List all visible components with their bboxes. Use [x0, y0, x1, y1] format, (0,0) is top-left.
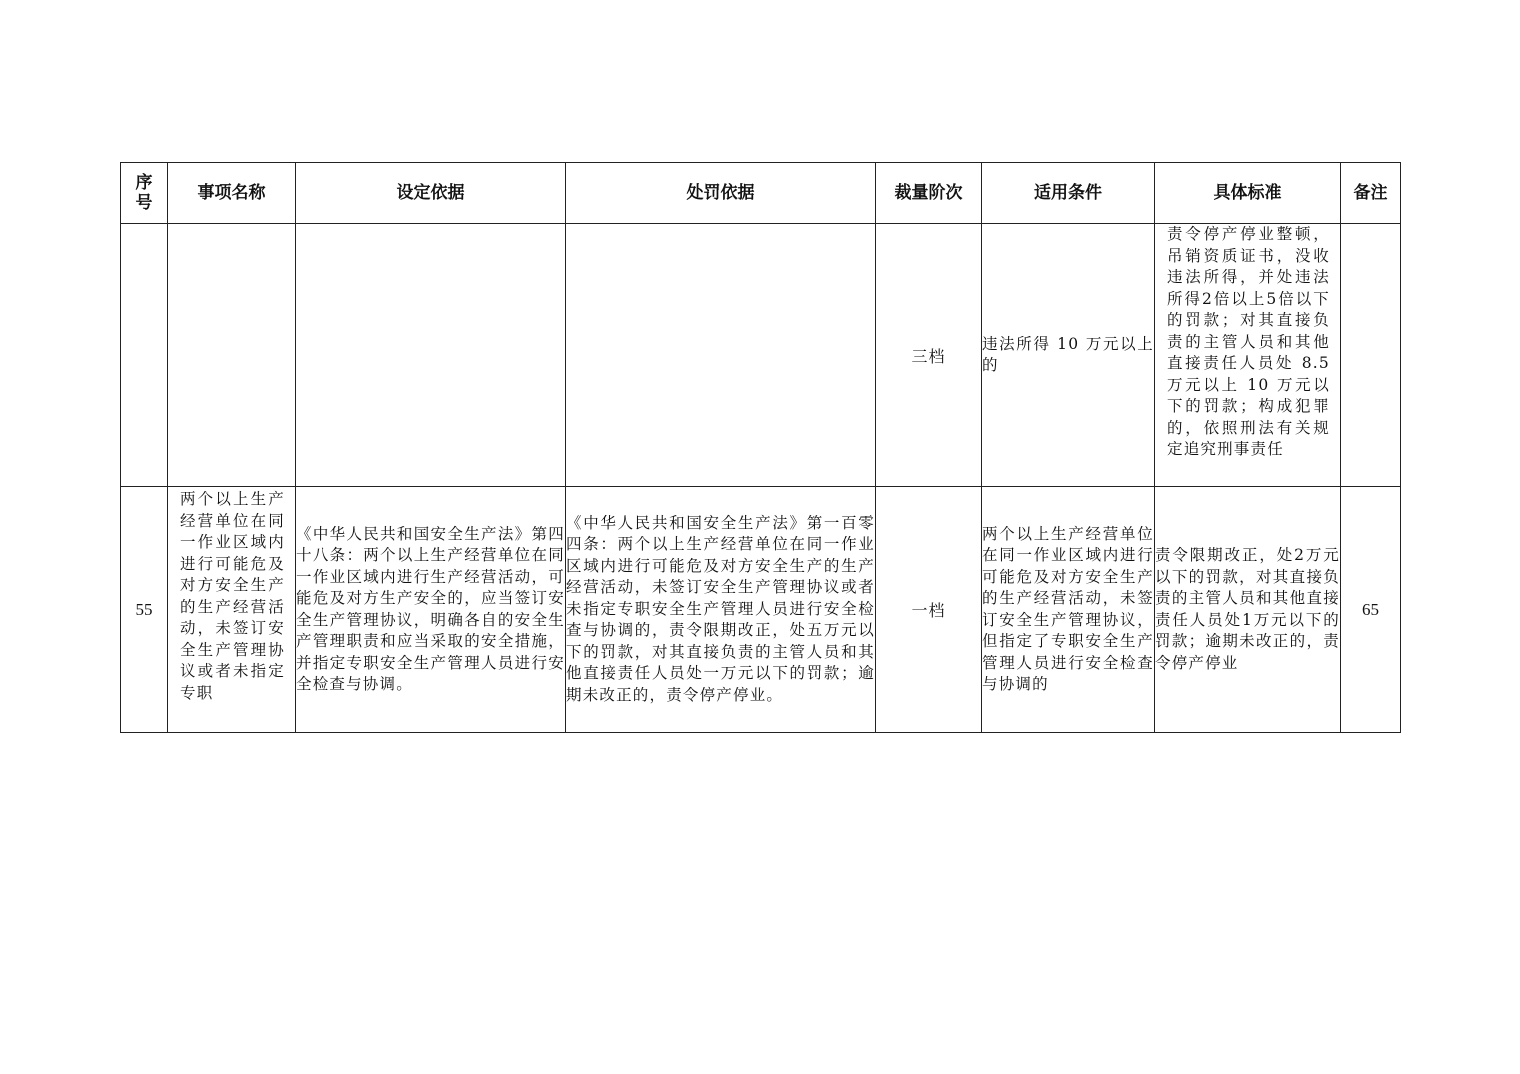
cell-remarks	[1341, 224, 1401, 487]
cell-setting-basis: 《中华人民共和国安全生产法》第四十八条：两个以上生产经营单位在同一作业区域内进行生产经营活动，可能危及对方生产安全的，应当签订安全生产管理协议，明确各自的安全生产管理职责和应当采取的安全措施，并指定专职安全生产管理人员进行安全检查与协调。	[296, 487, 566, 733]
header-item-name: 事项名称	[168, 163, 296, 224]
cell-item-name	[168, 487, 296, 733]
cell-setting-basis	[296, 224, 566, 487]
cell-item-name	[168, 224, 296, 487]
header-penalty-basis: 处罚依据	[566, 163, 876, 224]
cell-conditions: 违法所得 10 万元以上的	[982, 224, 1155, 487]
header-setting-basis: 设定依据	[296, 163, 566, 224]
cell-discretion-level: 三档	[876, 224, 982, 487]
table-row	[121, 487, 1401, 733]
table-header-row	[121, 163, 1401, 224]
cell-discretion-level: 一档	[876, 487, 982, 733]
cell-penalty-basis: 《中华人民共和国安全生产法》第一百零四条：两个以上生产经营单位在同一作业区域内进行可能危及对方安全生产的生产经营活动，未签订安全生产管理协议或者未指定专职安全生产管理人员进行安全检查与协调的，责令限期改正，处五万元以下的罚款，对其直接负责的主管人员和其他直接责任人员处一万元以下的罚款；逾期未改正的，责令停产停业。	[566, 487, 876, 733]
cell-seq	[121, 224, 168, 487]
cell-remarks: 65	[1341, 487, 1401, 733]
item-name-text: 两个以上生产经营单位在同一作业区域内进行可能危及对方安全生产的生产经营活动，未签订安全生产管理协议或者未指定专职	[180, 490, 285, 702]
standard-text: 责令停产停业整顿，吊销资质证书，没收违法所得，并处违法所得2倍以上5倍以下的罚款；对其直接负责的主管人员和其他直接责任人员处 8.5 万元以上 10 万元以下的罚款；构成犯罪的，依照刑法有关规定追究刑事责任	[1167, 225, 1330, 458]
header-standard: 具体标准	[1155, 163, 1341, 224]
cell-standard: 责令限期改正，处2万元以下的罚款，对其直接负责的主管人员和其他直接责任人员处1万元以下的罚款；逾期未改正的，责令停产停业	[1155, 487, 1341, 733]
cell-standard	[1155, 224, 1341, 487]
header-remarks: 备注	[1341, 163, 1401, 224]
cell-seq: 55	[121, 487, 168, 733]
cell-conditions: 两个以上生产经营单位在同一作业区域内进行可能危及对方安全生产的生产经营活动，未签订安全生产管理协议，但指定了专职安全生产管理人员进行安全检查与协调的	[982, 487, 1155, 733]
header-discretion-level: 裁量阶次	[876, 163, 982, 224]
header-seq: 序号	[121, 163, 168, 224]
penalty-discretion-table	[120, 162, 1401, 733]
cell-penalty-basis	[566, 224, 876, 487]
header-conditions: 适用条件	[982, 163, 1155, 224]
table-row	[121, 224, 1401, 487]
